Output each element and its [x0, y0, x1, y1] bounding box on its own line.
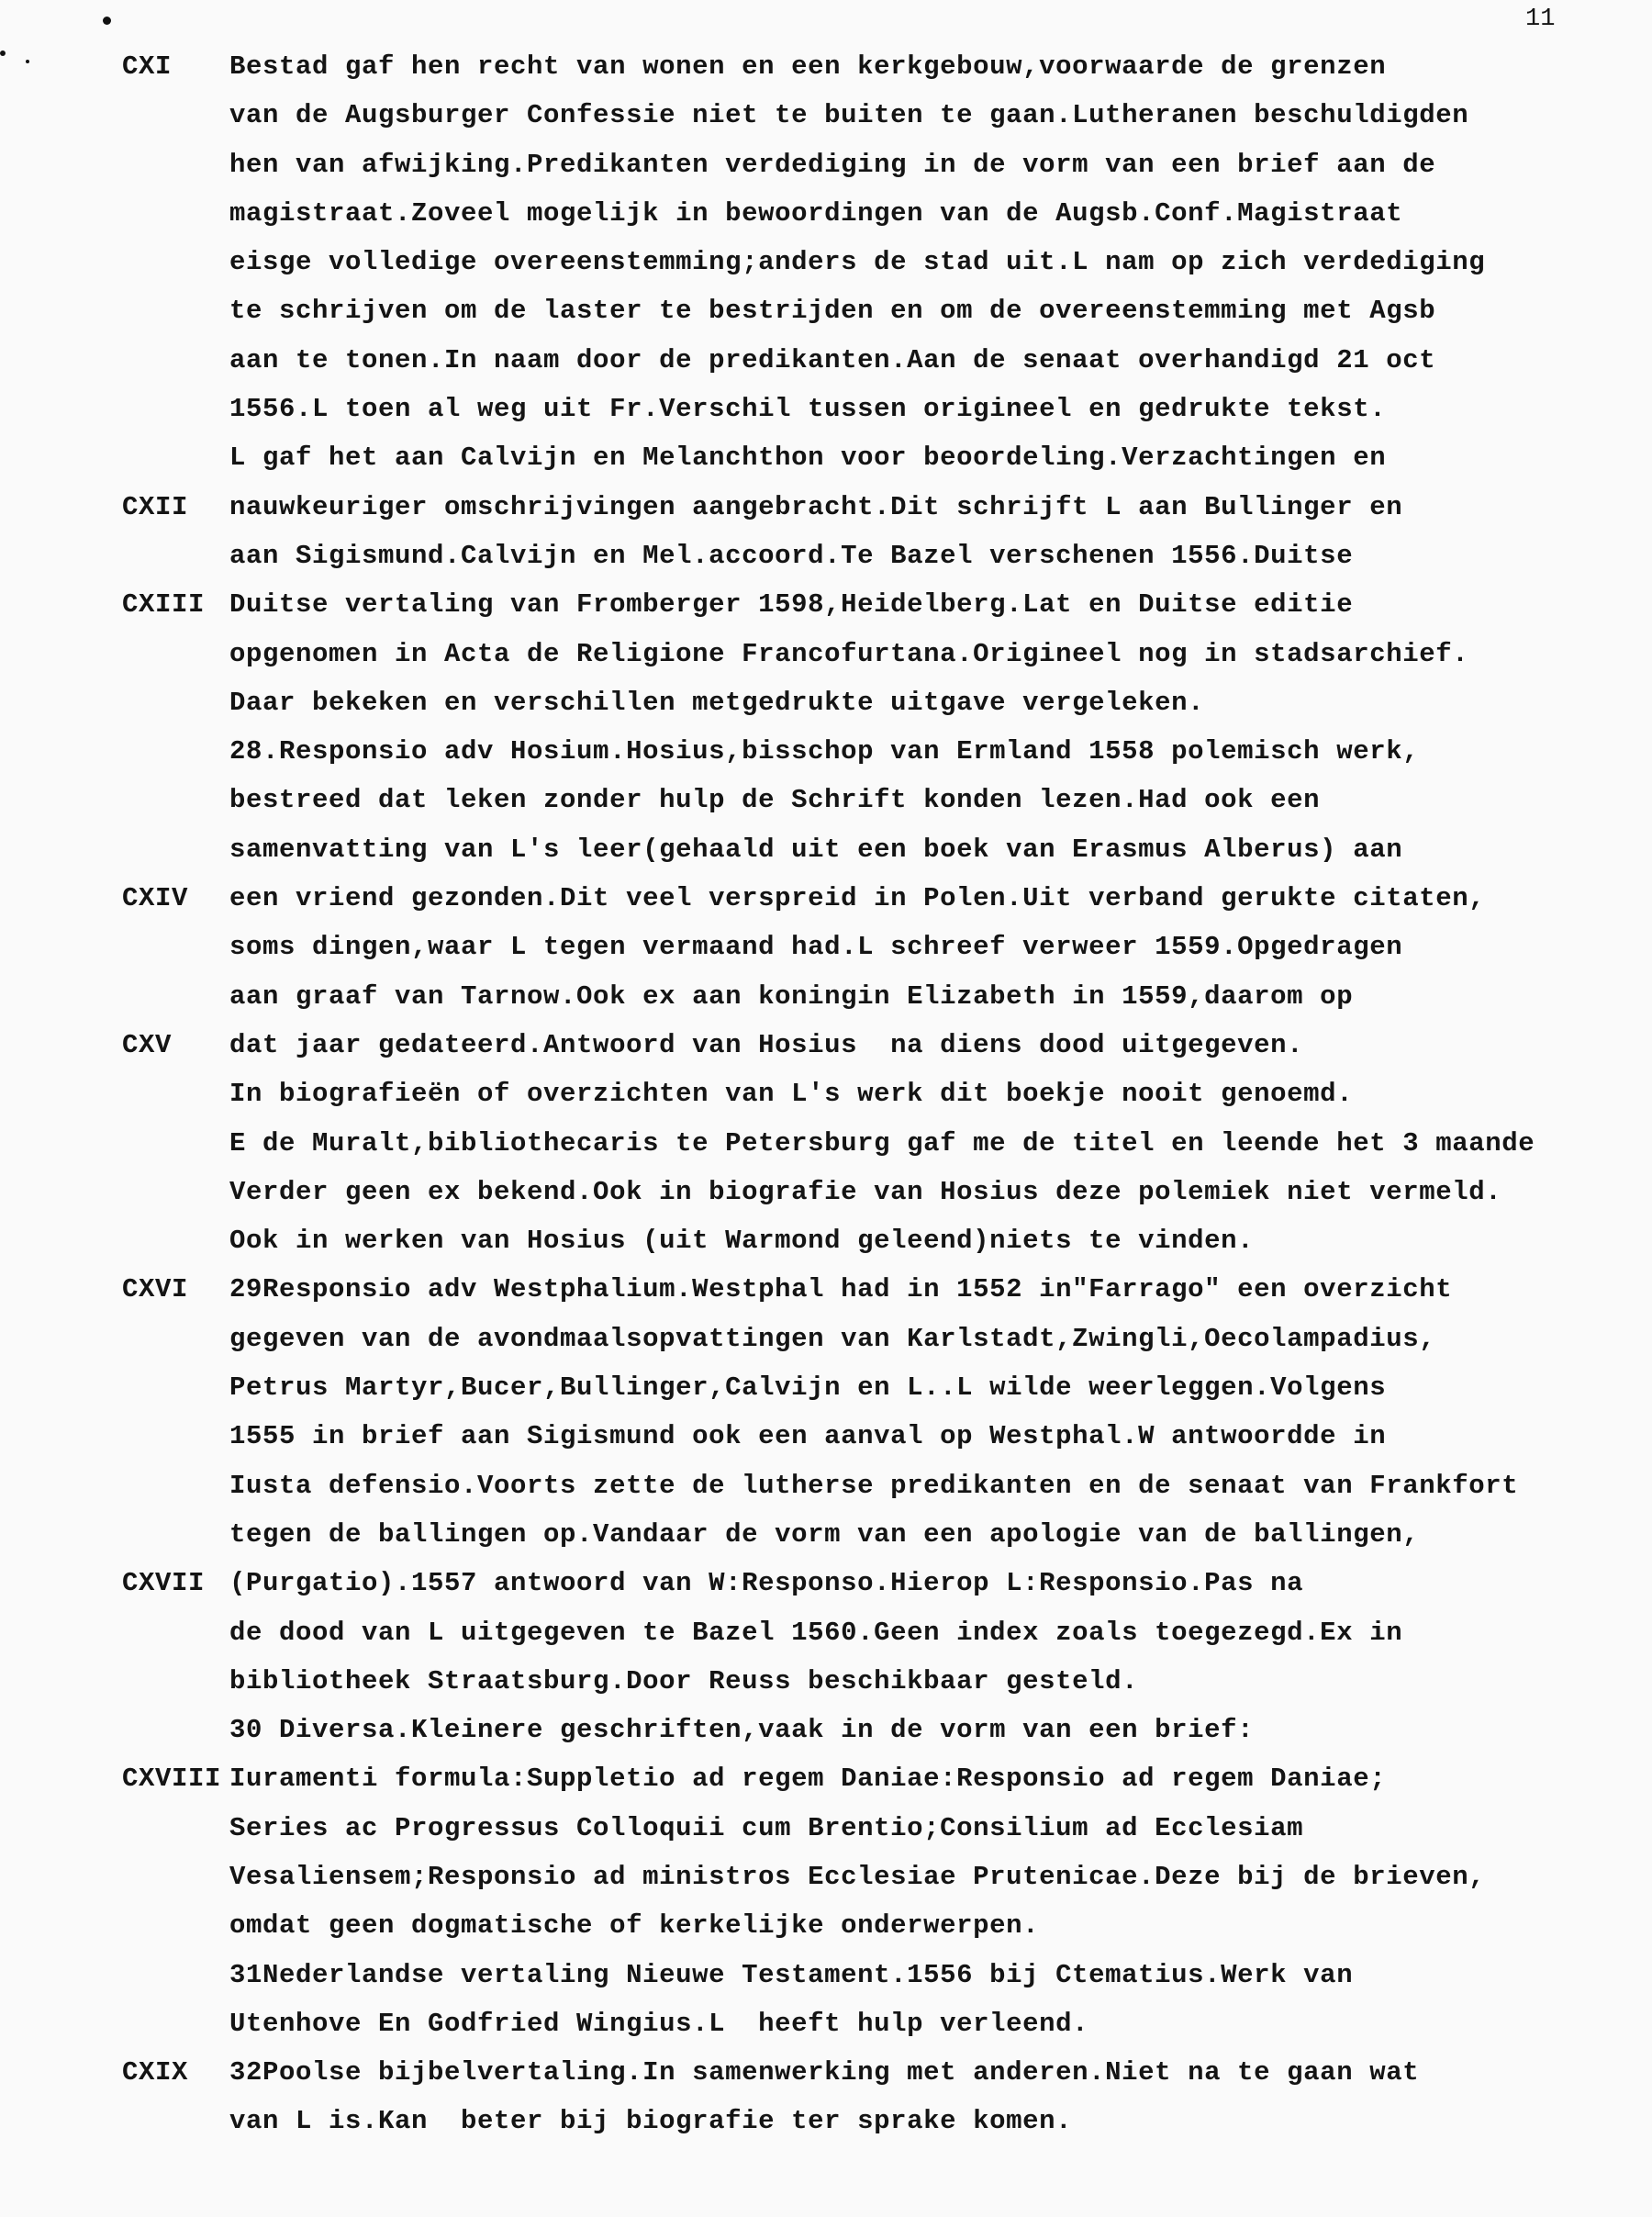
line-text: aan graaf van Tarnow.Ook ex aan koningin Elizabeth in 1559,daarom op — [229, 980, 1354, 1012]
line-text: E de Muralt,bibliothecaris te Petersburg gaf me de titel en leende het 3 maande — [229, 1127, 1535, 1159]
line-text: bestreed dat leken zonder hulp de Schrift konden lezen.Had ook een — [229, 785, 1321, 816]
line-text: 28.Responsio adv Hosium.Hosius,bisschop van Ermland 1558 polemisch werk, — [229, 736, 1420, 767]
line-text: hen van afwijking.Predikanten verdediging in de vorm van een brief aan de — [229, 149, 1436, 180]
line-text: L gaf het aan Calvijn en Melanchthon voor beoordeling.Verzachtingen en — [229, 442, 1387, 474]
margin-reference: CXVIII — [122, 1764, 222, 1795]
line-text: soms dingen,waar L tegen vermaand had.L schreef verweer 1559.Opgedragen — [229, 932, 1403, 963]
margin-reference: CXIX — [122, 2057, 189, 2088]
line-text: Verder geen ex bekend.Ook in biografie van Hosius deze polemiek niet vermeld. — [229, 1176, 1502, 1207]
line-text: tegen de ballingen op.Vandaar de vorm van een apologie van de ballingen, — [229, 1518, 1420, 1550]
line-text: bibliotheek Straatsburg.Door Reuss beschikbaar gesteld. — [229, 1665, 1139, 1696]
line-text: omdat geen dogmatische of kerkelijke onderwerpen. — [229, 1910, 1040, 1942]
margin-reference: CXVII — [122, 1568, 206, 1599]
margin-reference: CXIII — [122, 589, 206, 621]
line-text: 1556.L toen al weg uit Fr.Verschil tussen origineel en gedrukte tekst. — [229, 394, 1387, 425]
line-text: Daar bekeken en verschillen metgedrukte uitgave vergeleken. — [229, 687, 1205, 718]
margin-reference: CXI — [122, 51, 173, 82]
line-text: gegeven van de avondmaalsopvattingen van Karlstadt,Zwingli,Oecolampadius, — [229, 1323, 1436, 1354]
line-text: opgenomen in Acta de Religione Francofurtana.Origineel nog in stadsarchief. — [229, 638, 1469, 669]
line-text: magistraat.Zoveel mogelijk in bewoordingen van de Augsb.Conf.Magistraat — [229, 197, 1403, 229]
margin-reference: CXII — [122, 491, 189, 522]
line-text: Iuramenti formula:Suppletio ad regem Daniae:Responsio ad regem Daniae; — [229, 1764, 1387, 1795]
line-text: Series ac Progressus Colloquii cum Brentio;Consilium ad Ecclesiam — [229, 1812, 1304, 1843]
line-text: aan Sigismund.Calvijn en Mel.accoord.Te Bazel verschenen 1556.Duitse — [229, 540, 1354, 571]
line-text: 1555 in brief aan Sigismund ook een aanval op Westphal.W antwoordde in — [229, 1421, 1387, 1452]
line-text: Duitse vertaling van Fromberger 1598,Heidelberg.Lat en Duitse editie — [229, 589, 1354, 621]
line-text: Ook in werken van Hosius (uit Warmond geleend)niets te vinden. — [229, 1226, 1255, 1257]
line-text: van de Augsburger Confessie niet te buiten te gaan.Lutheranen beschuldigden — [229, 100, 1469, 131]
line-text: samenvatting van L's leer(gehaald uit een boek van Erasmus Alberus) aan — [229, 834, 1403, 865]
line-text: Utenhove En Godfried Wingius.L heeft hulp verleend. — [229, 2008, 1089, 2039]
line-text: van L is.Kan beter bij biografie ter sprake komen. — [229, 2106, 1073, 2137]
line-text: Bestad gaf hen recht van wonen en een kerkgebouw,voorwaarde de grenzen — [229, 51, 1387, 82]
line-text: 29Responsio adv Westphalium.Westphal had in 1552 in"Farrago" een overzicht — [229, 1274, 1453, 1305]
line-text: de dood van L uitgegeven te Bazel 1560.Geen index zoals toegezegd.Ex in — [229, 1617, 1403, 1648]
line-text: 30 Diversa.Kleinere geschriften,vaak in de vorm van een brief: — [229, 1715, 1255, 1746]
line-text: aan te tonen.In naam door de predikanten.Aan de senaat overhandigd 21 oct — [229, 344, 1436, 375]
line-text: eisge volledige overeenstemming;anders de stad uit.L nam op zich verdediging — [229, 247, 1486, 278]
line-text: (Purgatio).1557 antwoord van W:Responso.Hierop L:Responsio.Pas na — [229, 1568, 1304, 1599]
line-text: 32Poolse bijbelvertaling.In samenwerking met anderen.Niet na te gaan wat — [229, 2057, 1420, 2088]
ink-dot — [103, 17, 111, 25]
page-number: 11 — [1525, 6, 1556, 33]
ink-dot — [26, 60, 29, 63]
line-text: nauwkeuriger omschrijvingen aangebracht.Dit schrijft L aan Bullinger en — [229, 491, 1403, 522]
margin-reference: CXV — [122, 1029, 173, 1060]
margin-reference: CXVI — [122, 1274, 189, 1305]
line-text: Petrus Martyr,Bucer,Bullinger,Calvijn en L..L wilde weerleggen.Volgens — [229, 1372, 1387, 1404]
line-text: dat jaar gedateerd.Antwoord van Hosius na diens dood uitgegeven. — [229, 1029, 1304, 1060]
margin-reference: CXIV — [122, 883, 189, 914]
line-text: Iusta defensio.Voorts zette de lutherse predikanten en de senaat van Frankfort — [229, 1470, 1519, 1501]
line-text: Vesaliensem;Responsio ad ministros Ecclesiae Prutenicae.Deze bij de brieven, — [229, 1861, 1486, 1892]
line-text: 31Nederlandse vertaling Nieuwe Testament.1556 bij Ctematius.Werk van — [229, 1959, 1354, 1990]
line-text: een vriend gezonden.Dit veel verspreid in Polen.Uit verband gerukte citaten, — [229, 883, 1486, 914]
ink-dot — [0, 50, 6, 56]
line-text: te schrijven om de laster te bestrijden en om de overeenstemming met Agsb — [229, 296, 1436, 327]
line-text: In biografieën of overzichten van L's werk dit boekje nooit genoemd. — [229, 1079, 1354, 1110]
